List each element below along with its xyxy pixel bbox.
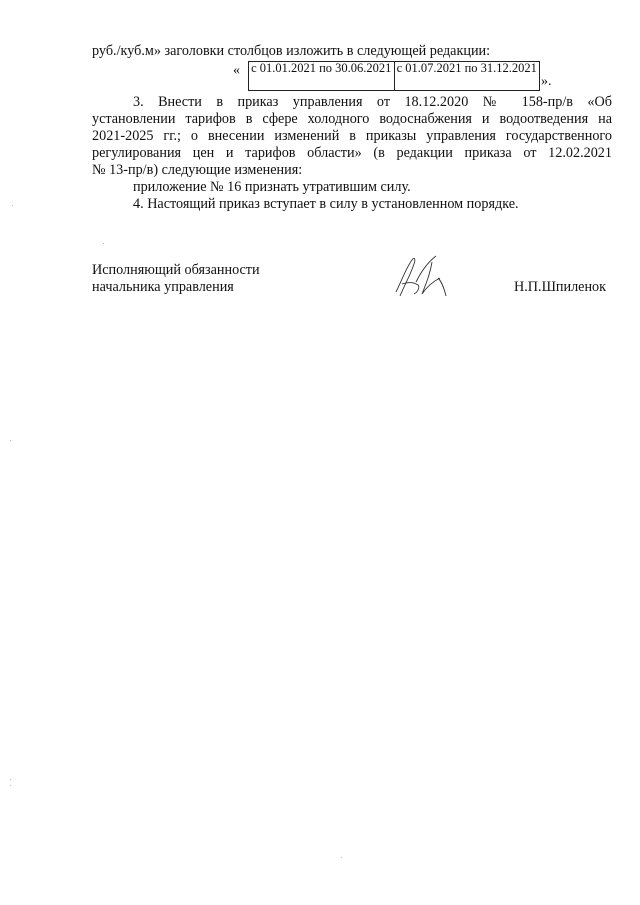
closing-quote: ». [541, 74, 552, 89]
item3-line4: регулирования цен и тарифов области» (в редакции приказа от 12.02.2021 [92, 145, 612, 161]
column-header-2: с 01.07.2021 по 31.12.2021 [394, 62, 540, 90]
signatory-position-line1: Исполняющий обязанности [92, 262, 260, 278]
scan-speck [341, 857, 342, 858]
scan-speck [10, 440, 11, 441]
scan-speck [10, 785, 11, 786]
opening-quote: « [233, 63, 240, 78]
item3-line3: 2021-2025 гг.; о внесении изменений в приказы управления государственного [92, 128, 612, 144]
handwritten-signature [392, 252, 452, 302]
item3-line5: № 13-пр/в) следующие изменения: [92, 162, 303, 178]
column-header-1: с 01.01.2021 по 30.06.2021 [251, 61, 392, 75]
scan-speck [10, 779, 11, 780]
item4-line: 4. Настоящий приказ вступает в силу в установленном порядке. [133, 196, 519, 212]
appendix-line: приложение № 16 признать утратившим силу. [133, 179, 411, 195]
item3-line2: установлении тарифов в сфере холодного водоснабжения и водоотведения на [92, 111, 612, 127]
signatory-name: Н.П.Шпиленок [514, 279, 607, 295]
column-headers-table [248, 61, 540, 91]
signatory-position-line2: начальника управления [92, 279, 234, 295]
scan-speck [103, 243, 104, 244]
scan-speck [12, 205, 13, 206]
item3-line1: 3. Внести в приказ управления от 18.12.2020 № 158-пр/в «Об [133, 94, 612, 110]
intro-line: руб./куб.м» заголовки столбцов изложить в следующей редакции: [92, 43, 491, 59]
